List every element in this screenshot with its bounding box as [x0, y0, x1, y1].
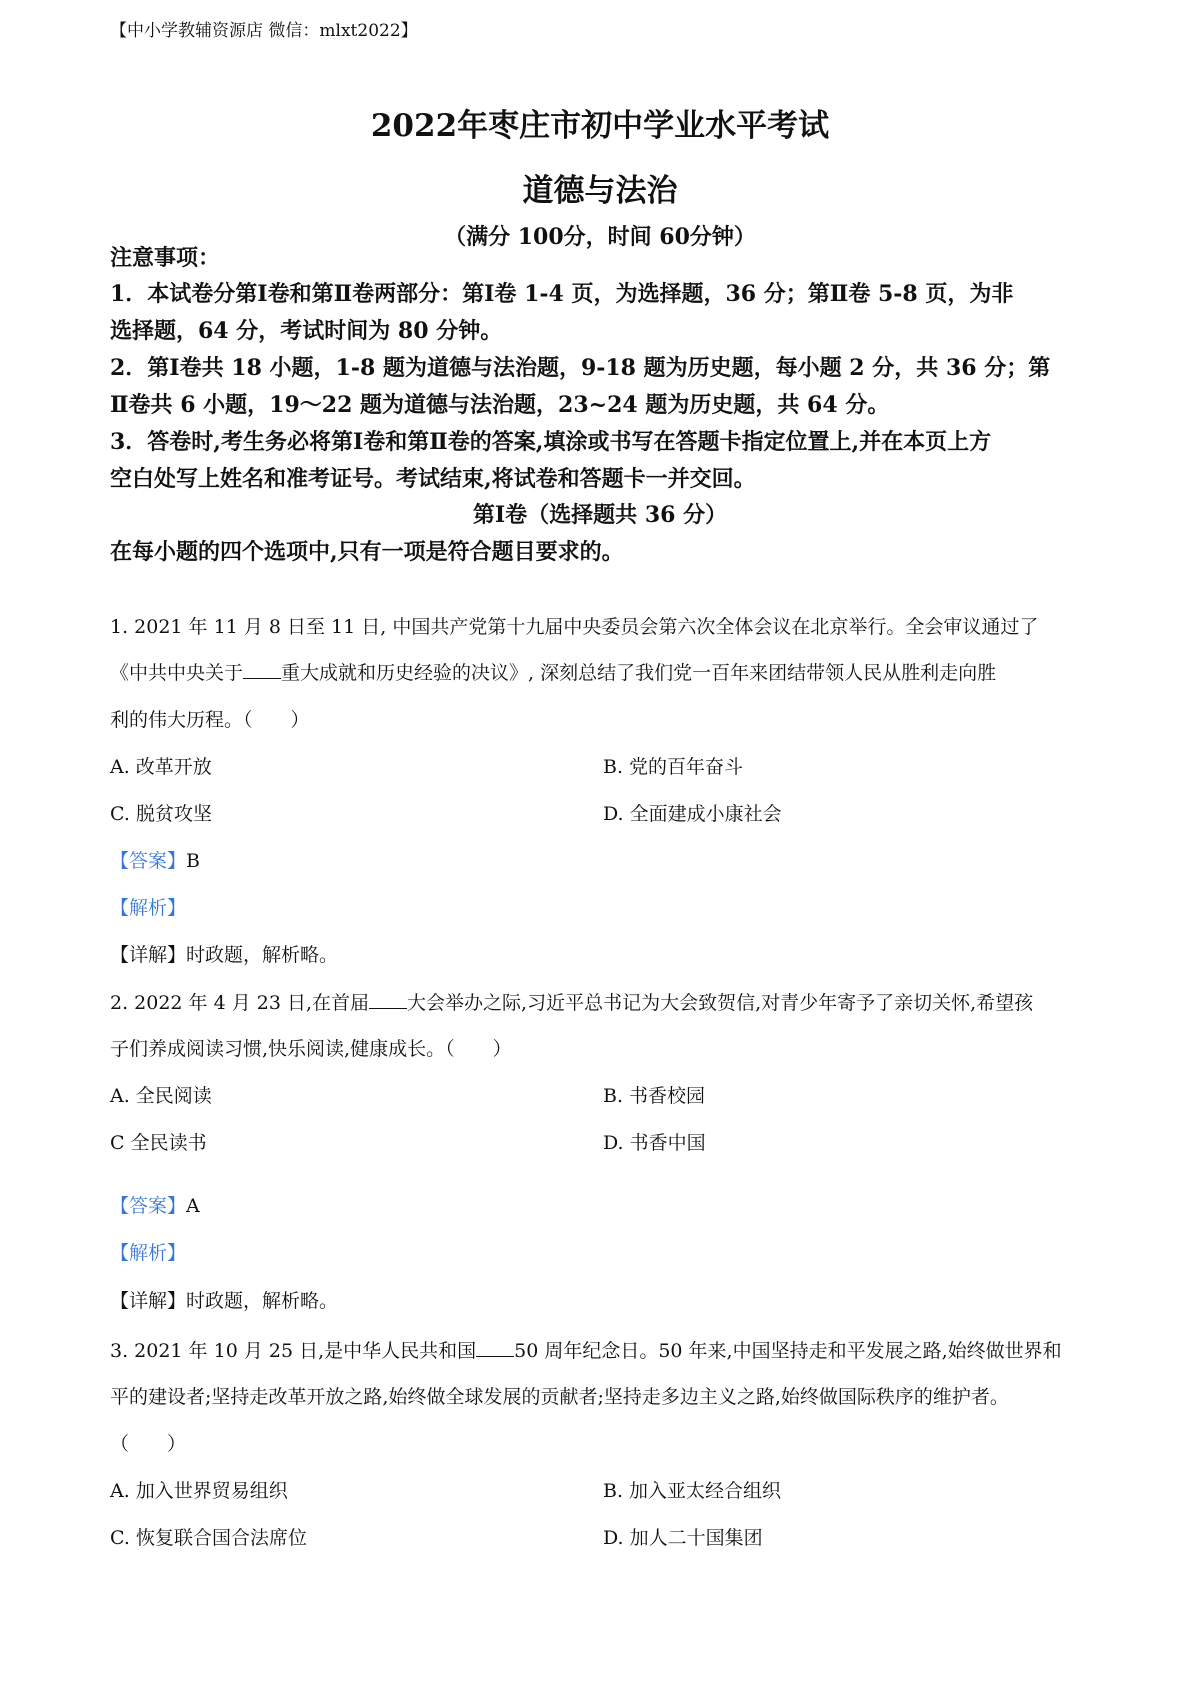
q1-answer-value: B [186, 850, 200, 872]
q1-option-b: B. 党的百年奋斗 [603, 756, 744, 778]
q2-blank [369, 992, 407, 1009]
q3-option-b: B. 加入亚太经合组织 [603, 1480, 782, 1502]
q1-line-2a: 《中共中央关于 [110, 662, 244, 684]
exam-title: 2022年枣庄市初中学业水平考试 [370, 108, 830, 144]
q3-line-1 [110, 1336, 1062, 1363]
page-header: 【中小学教辅资源店 微信：mlxt2022】 [110, 21, 418, 41]
q3-blank [476, 1340, 514, 1357]
q2-line-1 [110, 988, 1033, 1015]
q1-option-a: A. 改革开放 [110, 756, 212, 778]
exam-meta: （满分 100分，时间 60分钟） [444, 224, 756, 250]
q3-line-2: 平的建设者;坚持走改革开放之路,始终做全球发展的贡献者;坚持走多边主义之路,始终做国际秩序的维护者。 [110, 1386, 1009, 1408]
exam-subject: 道德与法治 [522, 173, 678, 209]
q1-line-1: 1. 2021 年 11 月 8 日至 11 日, 中国共产党第十九届中央委员会第六次全体会议在北京举行。全会审议通过了 [110, 616, 1039, 638]
notice-item-3b: 空白处写上姓名和准考证号。考试结束,将试卷和答题卡一并交回。 [110, 466, 756, 492]
q2-detail: 【详解】时政题，解析略。 [110, 1290, 339, 1312]
q1-answer-tag: 【答案】 [110, 850, 187, 872]
q1-line-2b: 重大成就和历史经验的决议》, 深刻总结了我们党一百年来团结带领人民从胜利走向胜 [281, 662, 997, 684]
q1-option-c: C. 脱贫攻坚 [110, 803, 212, 825]
q3-line-1b: 50 周年纪念日。50 年来,中国坚持走和平发展之路,始终做世界和 [514, 1340, 1062, 1362]
notice-item-1b: 选择题，64 分，考试时间为 80 分钟。 [110, 318, 503, 344]
q1-line-3: 利的伟大历程。（ ） [110, 709, 310, 731]
q2-line-1a: 2. 2022 年 4 月 23 日,在首届 [110, 992, 370, 1014]
q2-option-a: A. 全民阅读 [110, 1085, 212, 1107]
q1-blank [243, 662, 281, 679]
q2-analysis-tag: 【解析】 [110, 1242, 187, 1264]
q1-analysis-tag: 【解析】 [110, 897, 187, 919]
q1-line-2 [110, 658, 996, 685]
q1-option-d: D. 全面建成小康社会 [603, 803, 782, 825]
q2-option-b: B. 书香校园 [603, 1085, 706, 1107]
q3-option-c: C. 恢复联合国合法席位 [110, 1527, 307, 1549]
section-title: 第Ⅰ卷（选择题共 36 分） [472, 502, 728, 528]
notice-item-1a: 1．本试卷分第Ⅰ卷和第Ⅱ卷两部分：第Ⅰ卷 1-4 页，为选择题，36 分；第Ⅱ卷 5-8 页，为非 [110, 281, 1014, 307]
notice-item-2a: 2．第Ⅰ卷共 18 小题，1-8 题为道德与法治题，9-18 题为历史题，每小题 2 分，共 36 分；第 [110, 355, 1051, 381]
section-instruction: 在每小题的四个选项中,只有一项是符合题目要求的。 [110, 539, 624, 565]
q2-option-c: C 全民读书 [110, 1132, 207, 1154]
notice-item-2b: Ⅱ卷共 6 小题，19～22 题为道德与法治题，23~24 题为历史题，共 64 分。 [110, 392, 890, 418]
q2-answer-value: A [186, 1195, 200, 1217]
q3-option-d: D. 加人二十国集团 [603, 1527, 763, 1549]
q3-line-1a: 3. 2021 年 10 月 25 日,是中华人民共和国 [110, 1340, 477, 1362]
q2-option-d: D. 书香中国 [603, 1132, 706, 1154]
notice-item-3a: 3．答卷时,考生务必将第Ⅰ卷和第Ⅱ卷的答案,填涂或书写在答题卡指定位置上,并在本页上方 [110, 429, 992, 455]
q2-line-1b: 大会举办之际,习近平总书记为大会致贺信,对青少年寄予了亲切关怀,希望孩 [407, 992, 1034, 1014]
q1-detail: 【详解】时政题，解析略。 [110, 944, 339, 966]
q3-option-a: A. 加入世界贸易组织 [110, 1480, 288, 1502]
q1-answer [110, 846, 200, 873]
q2-answer [110, 1191, 200, 1218]
q2-answer-tag: 【答案】 [110, 1195, 187, 1217]
q2-line-2: 子们养成阅读习惯,快乐阅读,健康成长。（ ） [110, 1038, 512, 1060]
notice-heading: 注意事项： [110, 245, 221, 271]
q3-line-3: （ ） [110, 1433, 187, 1455]
